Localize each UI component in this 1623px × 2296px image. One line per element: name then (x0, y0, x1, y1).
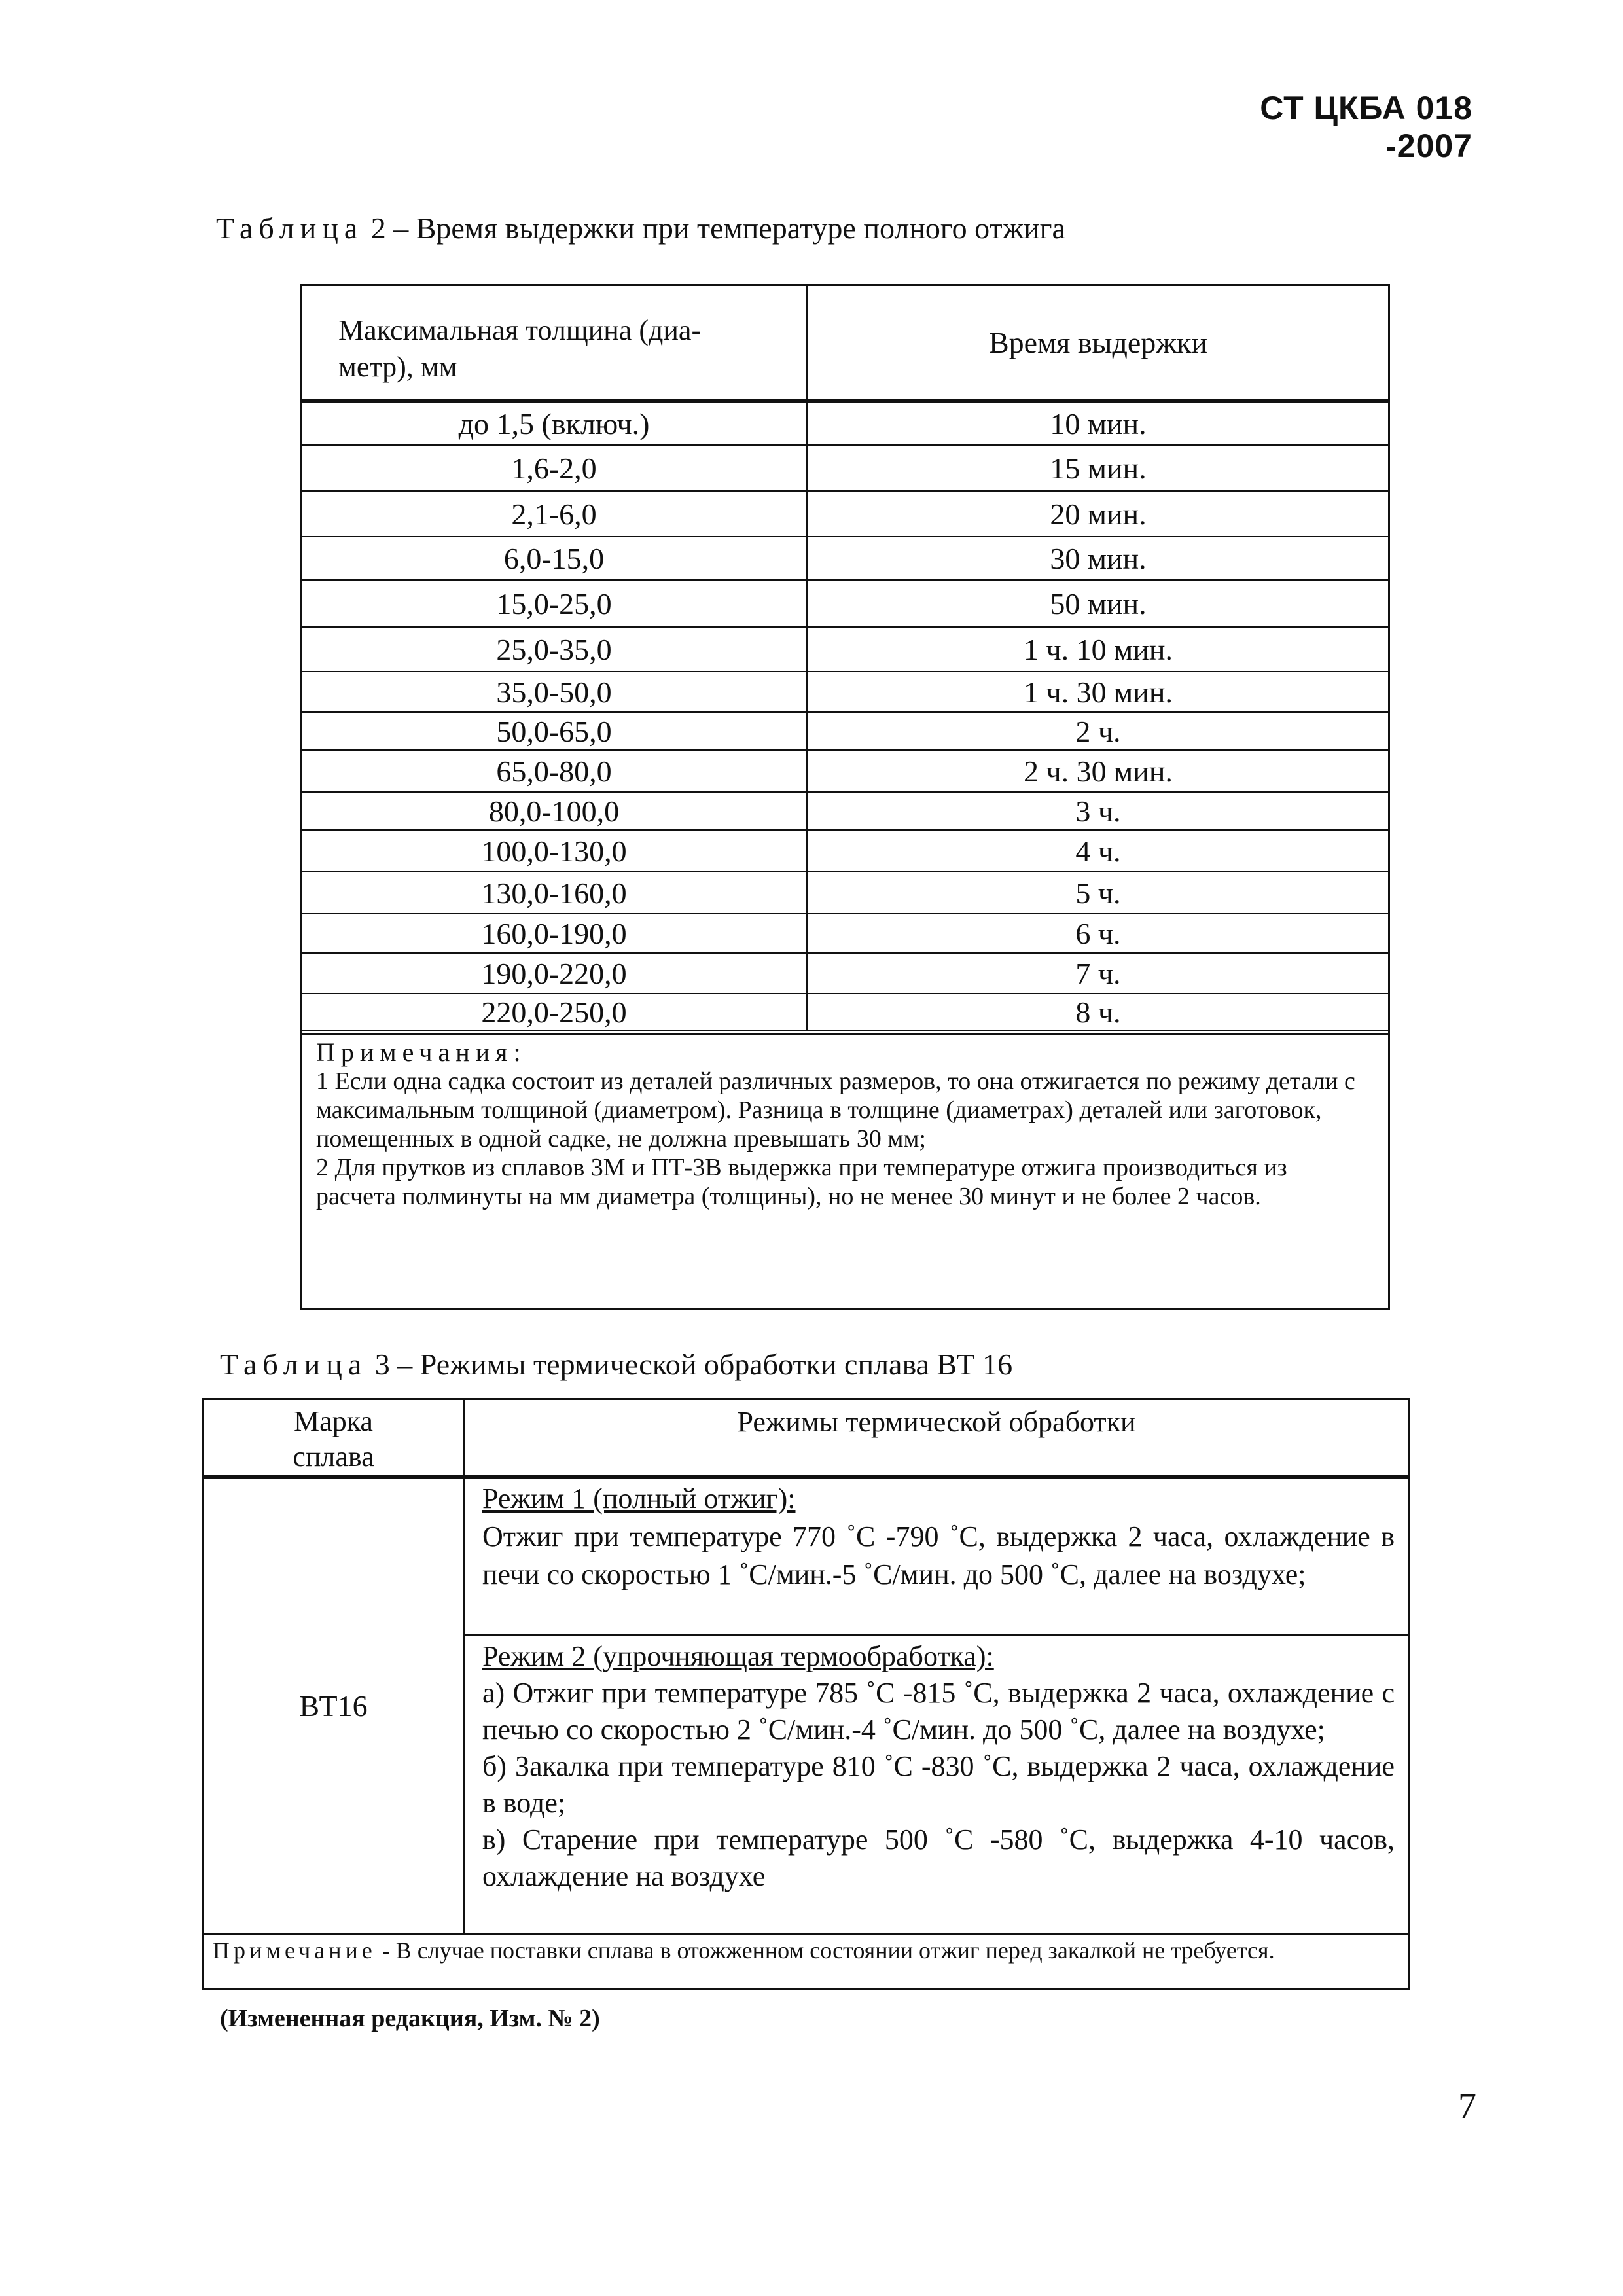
table2-col-thickness-header (302, 286, 808, 399)
table3-col-modes-header: Режимы термической обработки (737, 1406, 1136, 1438)
time-cell: 2 ч. 30 мин. (1024, 755, 1173, 788)
thickness-cell: 50,0-65,0 (302, 713, 808, 749)
table3-body (204, 1479, 1408, 1935)
time-cell: 6 ч. (1075, 917, 1121, 950)
thickness-cell: 80,0-100,0 (302, 793, 808, 829)
time-cell: 8 ч. (1075, 996, 1121, 1029)
table-row (302, 581, 1388, 628)
thickness-cell: 6,0-15,0 (302, 537, 808, 579)
thickness-cell: 1,6-2,0 (302, 446, 808, 490)
note-text: - В случае поставки сплава в отожженном состоянии отжиг перед закалкой не требуется. (376, 1937, 1275, 1964)
table-row (302, 914, 1388, 954)
table-row (302, 672, 1388, 713)
mode-1 (465, 1479, 1408, 1636)
table3-header (204, 1400, 1408, 1479)
table-row (302, 403, 1388, 446)
time-cell: 5 ч. (1075, 876, 1121, 910)
time-cell: 10 мин. (1050, 407, 1147, 440)
thickness-cell: 160,0-190,0 (302, 914, 808, 952)
mode-2-step-c: в) Старение при температуре 500 ˚С -580 ˚С, выдержка 4-10 часов, охлаждение на воздухе (482, 1823, 1395, 1892)
mode-2-step-a: а) Отжиг при температуре 785 ˚С -815 ˚С, выдержка 2 часа, охлаждение с печью со скоростью 2 ˚С/мин.-4 ˚С/мин. до 500 ˚С, далее на воздухе; (482, 1677, 1395, 1746)
thickness-cell: 65,0-80,0 (302, 751, 808, 791)
table-row (302, 994, 1388, 1031)
mode-2-step-b: б) Закалка при температуре 810 ˚С -830 ˚С, выдержка 2 часа, охлаждение в воде; (482, 1750, 1395, 1819)
time-cell: 15 мин. (1050, 452, 1147, 485)
header-line: метр), мм (338, 351, 457, 383)
table2-body (302, 403, 1388, 1031)
time-cell: 20 мин. (1050, 497, 1147, 531)
table-row (302, 492, 1388, 537)
table2 (300, 284, 1390, 1310)
header-line: Максимальная толщина (диа- (338, 314, 702, 346)
document-code: СТ ЦКБА 018 -2007 (1260, 90, 1472, 164)
page-number: 7 (1458, 2086, 1476, 2126)
thickness-cell: 220,0-250,0 (302, 994, 808, 1030)
thickness-cell: 25,0-35,0 (302, 628, 808, 671)
thickness-cell: 130,0-160,0 (302, 872, 808, 913)
notes-title: Примечания: (316, 1037, 527, 1067)
thickness-cell: 100,0-130,0 (302, 831, 808, 871)
table2-col-time-header: Время выдержки (988, 326, 1208, 359)
time-cell: 7 ч. (1075, 957, 1121, 990)
mode-2 (465, 1636, 1408, 1895)
table2-caption-word: Таблица (216, 211, 364, 245)
time-cell: 50 мин. (1050, 587, 1147, 620)
alloy-cell: ВТ16 (204, 1479, 465, 1933)
note-1: 1 Если одна садка состоит из деталей различных размеров, то она отжигается по режиму детали с максимальным толщиной (диаметром). Разница в толщине (диаметрах) деталей или заготовок, помещенных в одной садке, не должна превышать 30 мм; (316, 1067, 1355, 1153)
header-line: сплава (293, 1441, 374, 1473)
time-cell: 1 ч. 10 мин. (1024, 633, 1173, 666)
table-row (302, 537, 1388, 581)
table-row (302, 831, 1388, 872)
thickness-cell: 15,0-25,0 (302, 581, 808, 626)
table-row (302, 446, 1388, 492)
table2-caption (216, 211, 1065, 245)
time-cell: 3 ч. (1075, 795, 1121, 828)
table-row (302, 793, 1388, 831)
thickness-cell: 35,0-50,0 (302, 672, 808, 711)
thickness-cell: 190,0-220,0 (302, 954, 808, 993)
time-cell: 1 ч. 30 мин. (1024, 675, 1173, 709)
thickness-cell: 2,1-6,0 (302, 492, 808, 536)
table-row (302, 751, 1388, 793)
mode-1-title: Режим 1 (полный отжиг): (482, 1482, 796, 1515)
table-row (302, 713, 1388, 751)
header-line: Марка (294, 1405, 373, 1437)
time-cell: 30 мин. (1050, 542, 1147, 575)
table-row (302, 628, 1388, 672)
time-cell: 4 ч. (1075, 834, 1121, 868)
table3-col-alloy-header (204, 1400, 465, 1475)
table3-caption-text: 3 – Режимы термической обработки сплава ВТ 16 (367, 1348, 1013, 1381)
time-cell: 2 ч. (1075, 715, 1121, 748)
note-2: 2 Для прутков из сплавов 3М и ПТ-3В выдержка при температуре отжига производиться из расчета полминуты на мм диаметра (толщины), но не менее 30 минут и не более 2 часов. (316, 1154, 1287, 1210)
table3-note (204, 1935, 1408, 1964)
table3-caption (220, 1347, 1012, 1382)
table2-caption-text: 2 – Время выдержки при температуре полного отжига (363, 211, 1065, 245)
table3 (202, 1398, 1410, 1990)
modes-cell (465, 1479, 1408, 1933)
edition-note: (Измененная редакция, Изм. № 2) (220, 2005, 600, 2032)
table-row (302, 954, 1388, 994)
mode-2-title: Режим 2 (упрочняющая термообработка): (482, 1640, 994, 1672)
table3-caption-word: Таблица (220, 1348, 368, 1381)
table2-notes (302, 1033, 1388, 1308)
note-title: Примечание (213, 1937, 376, 1964)
table-row (302, 872, 1388, 914)
table2-header (302, 286, 1388, 403)
mode-1-text: Отжиг при температуре 770 ˚С -790 ˚С, выдержка 2 часа, охлаждение в печи со скоростью 1 ˚С/мин.-5 ˚С/мин. до 500 ˚С, далее на воздухе; (482, 1520, 1395, 1590)
thickness-cell: до 1,5 (включ.) (302, 403, 808, 444)
